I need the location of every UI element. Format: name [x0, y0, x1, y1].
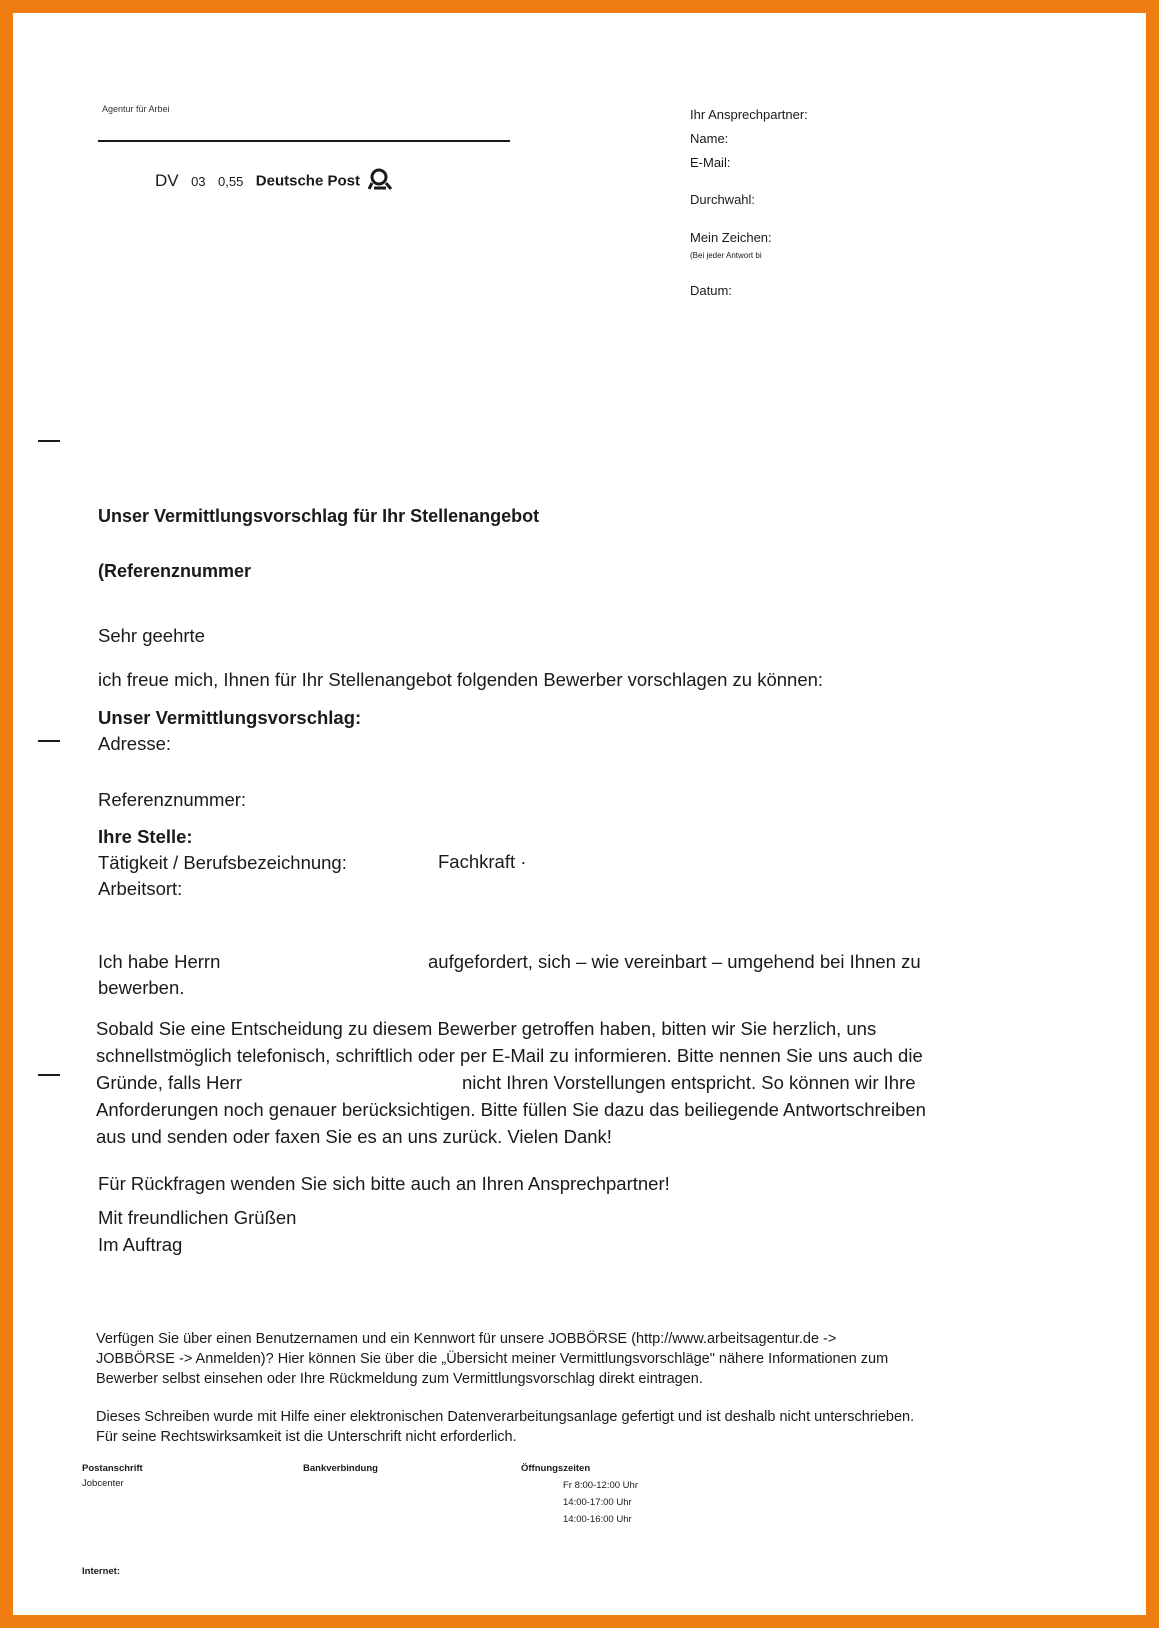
note-line: Dieses Schreiben wurde mit Hilfe einer elektronischen Datenverarbeitungsanlage gefertigt und ist deshalb nicht unterschrieben. — [96, 1409, 915, 1425]
jobboerse-note — [96, 1329, 888, 1389]
internet-label: Internet: — [82, 1566, 120, 1577]
para2-line3-start: Gründe, falls Herr — [96, 1072, 242, 1093]
fold-mark — [38, 440, 60, 442]
para1-middle: aufgefordert, sich – wie vereinbart – umgehend bei Ihnen zu — [428, 951, 921, 972]
signature-note — [96, 1407, 914, 1447]
postage-amount: 0,55 — [218, 173, 244, 189]
closing-greeting: Mit freundlichen Grüßen — [98, 1207, 297, 1228]
activity-label: Tätigkeit / Berufsbezeichnung: — [98, 852, 347, 873]
hours-line: Fr 8:00-12:00 Uhr — [563, 1480, 638, 1491]
para2-line: Anforderungen noch genauer berücksichtigen. Bitte füllen Sie dazu das beiliegende Antwortschreiben — [96, 1099, 926, 1120]
hours-line: 14:00-17:00 Uhr — [563, 1497, 632, 1508]
contact-phone-label: Durchwahl: — [690, 192, 756, 207]
contact-email-label: E-Mail: — [690, 155, 731, 170]
reference-label: Referenznummer: — [98, 789, 247, 810]
address-label: Adresse: — [98, 733, 172, 754]
para2-line3-end: nicht Ihren Vorstellungen entspricht. So können wir Ihre — [462, 1072, 916, 1093]
contact-heading: Ihr Ansprechpartner: — [690, 107, 808, 122]
proposal-heading: Unser Vermittlungsvorschlag: — [98, 707, 362, 728]
postal-value: Jobcenter — [82, 1478, 124, 1489]
posthorn-icon — [368, 168, 394, 195]
para2-line — [96, 1069, 1096, 1096]
activity-value: Fachkraft · — [438, 851, 527, 872]
para1-start: Ich habe Herrn — [98, 951, 221, 972]
fold-mark — [38, 1074, 60, 1076]
note-line: Verfügen Sie über einen Benutzernamen und ein Kennwort für unsere JOBBÖRSE (http://www.arbeitsagentur.de -> — [96, 1331, 837, 1347]
para2-line: Sobald Sie eine Entscheidung zu diesem Bewerber getroffen haben, bitten wir Sie herzlich, uns — [96, 1018, 877, 1039]
note-line: JOBBÖRSE -> Anmelden)? Hier können Sie über die „Übersicht meiner Vermittlungsvorschläge" nähere Informationen zum — [96, 1351, 889, 1367]
postage-dv: DV — [155, 170, 179, 190]
note-line: Bewerber selbst einsehen oder Ihre Rückmeldung zum Vermittlungsvorschlag direkt eintragen. — [96, 1371, 703, 1387]
contact-ref-note: (Bei jeder Antwort bi — [690, 251, 762, 260]
sender-rule — [98, 140, 510, 142]
subject-reference: (Referenznummer — [98, 561, 252, 581]
closing-order: Im Auftrag — [98, 1234, 183, 1255]
para3: Für Rückfragen wenden Sie sich bitte auch an Ihren Ansprechpartner! — [98, 1173, 670, 1194]
fold-mark — [38, 740, 60, 742]
postal-heading: Postanschrift — [82, 1463, 143, 1474]
sender-line: Agentur für Arbei — [102, 104, 170, 114]
workplace-label: Arbeitsort: — [98, 878, 183, 899]
hours-heading: Öffnungszeiten — [521, 1463, 591, 1474]
bank-heading: Bankverbindung — [303, 1463, 378, 1474]
salutation: Sehr geehrte — [98, 625, 205, 646]
intro-text: ich freue mich, Ihnen für Ihr Stellenangebot folgenden Bewerber vorschlagen zu können: — [98, 669, 824, 690]
position-heading: Ihre Stelle: — [98, 826, 193, 847]
contact-ref-label: Mein Zeichen: — [690, 230, 772, 245]
contact-name-label: Name: — [690, 131, 729, 146]
postage-code: 03 — [191, 173, 206, 189]
contact-date-label: Datum: — [690, 283, 732, 298]
hours-line: 14:00-16:00 Uhr — [563, 1514, 632, 1525]
para2 — [96, 1015, 1096, 1150]
postage-mark — [155, 168, 394, 195]
para1-end: bewerben. — [98, 977, 185, 998]
note-line: Für seine Rechtswirksamkeit ist die Unterschrift nicht erforderlich. — [96, 1429, 517, 1445]
para2-line: aus und senden oder faxen Sie es an uns zurück. Vielen Dank! — [96, 1126, 612, 1147]
postage-brand: Deutsche Post — [255, 172, 360, 190]
para2-line: schnellstmöglich telefonisch, schriftlich oder per E-Mail zu informieren. Bitte nennen Sie uns auch die — [96, 1045, 923, 1066]
subject-line: Unser Vermittlungsvorschlag für Ihr Stellenangebot — [98, 506, 540, 526]
